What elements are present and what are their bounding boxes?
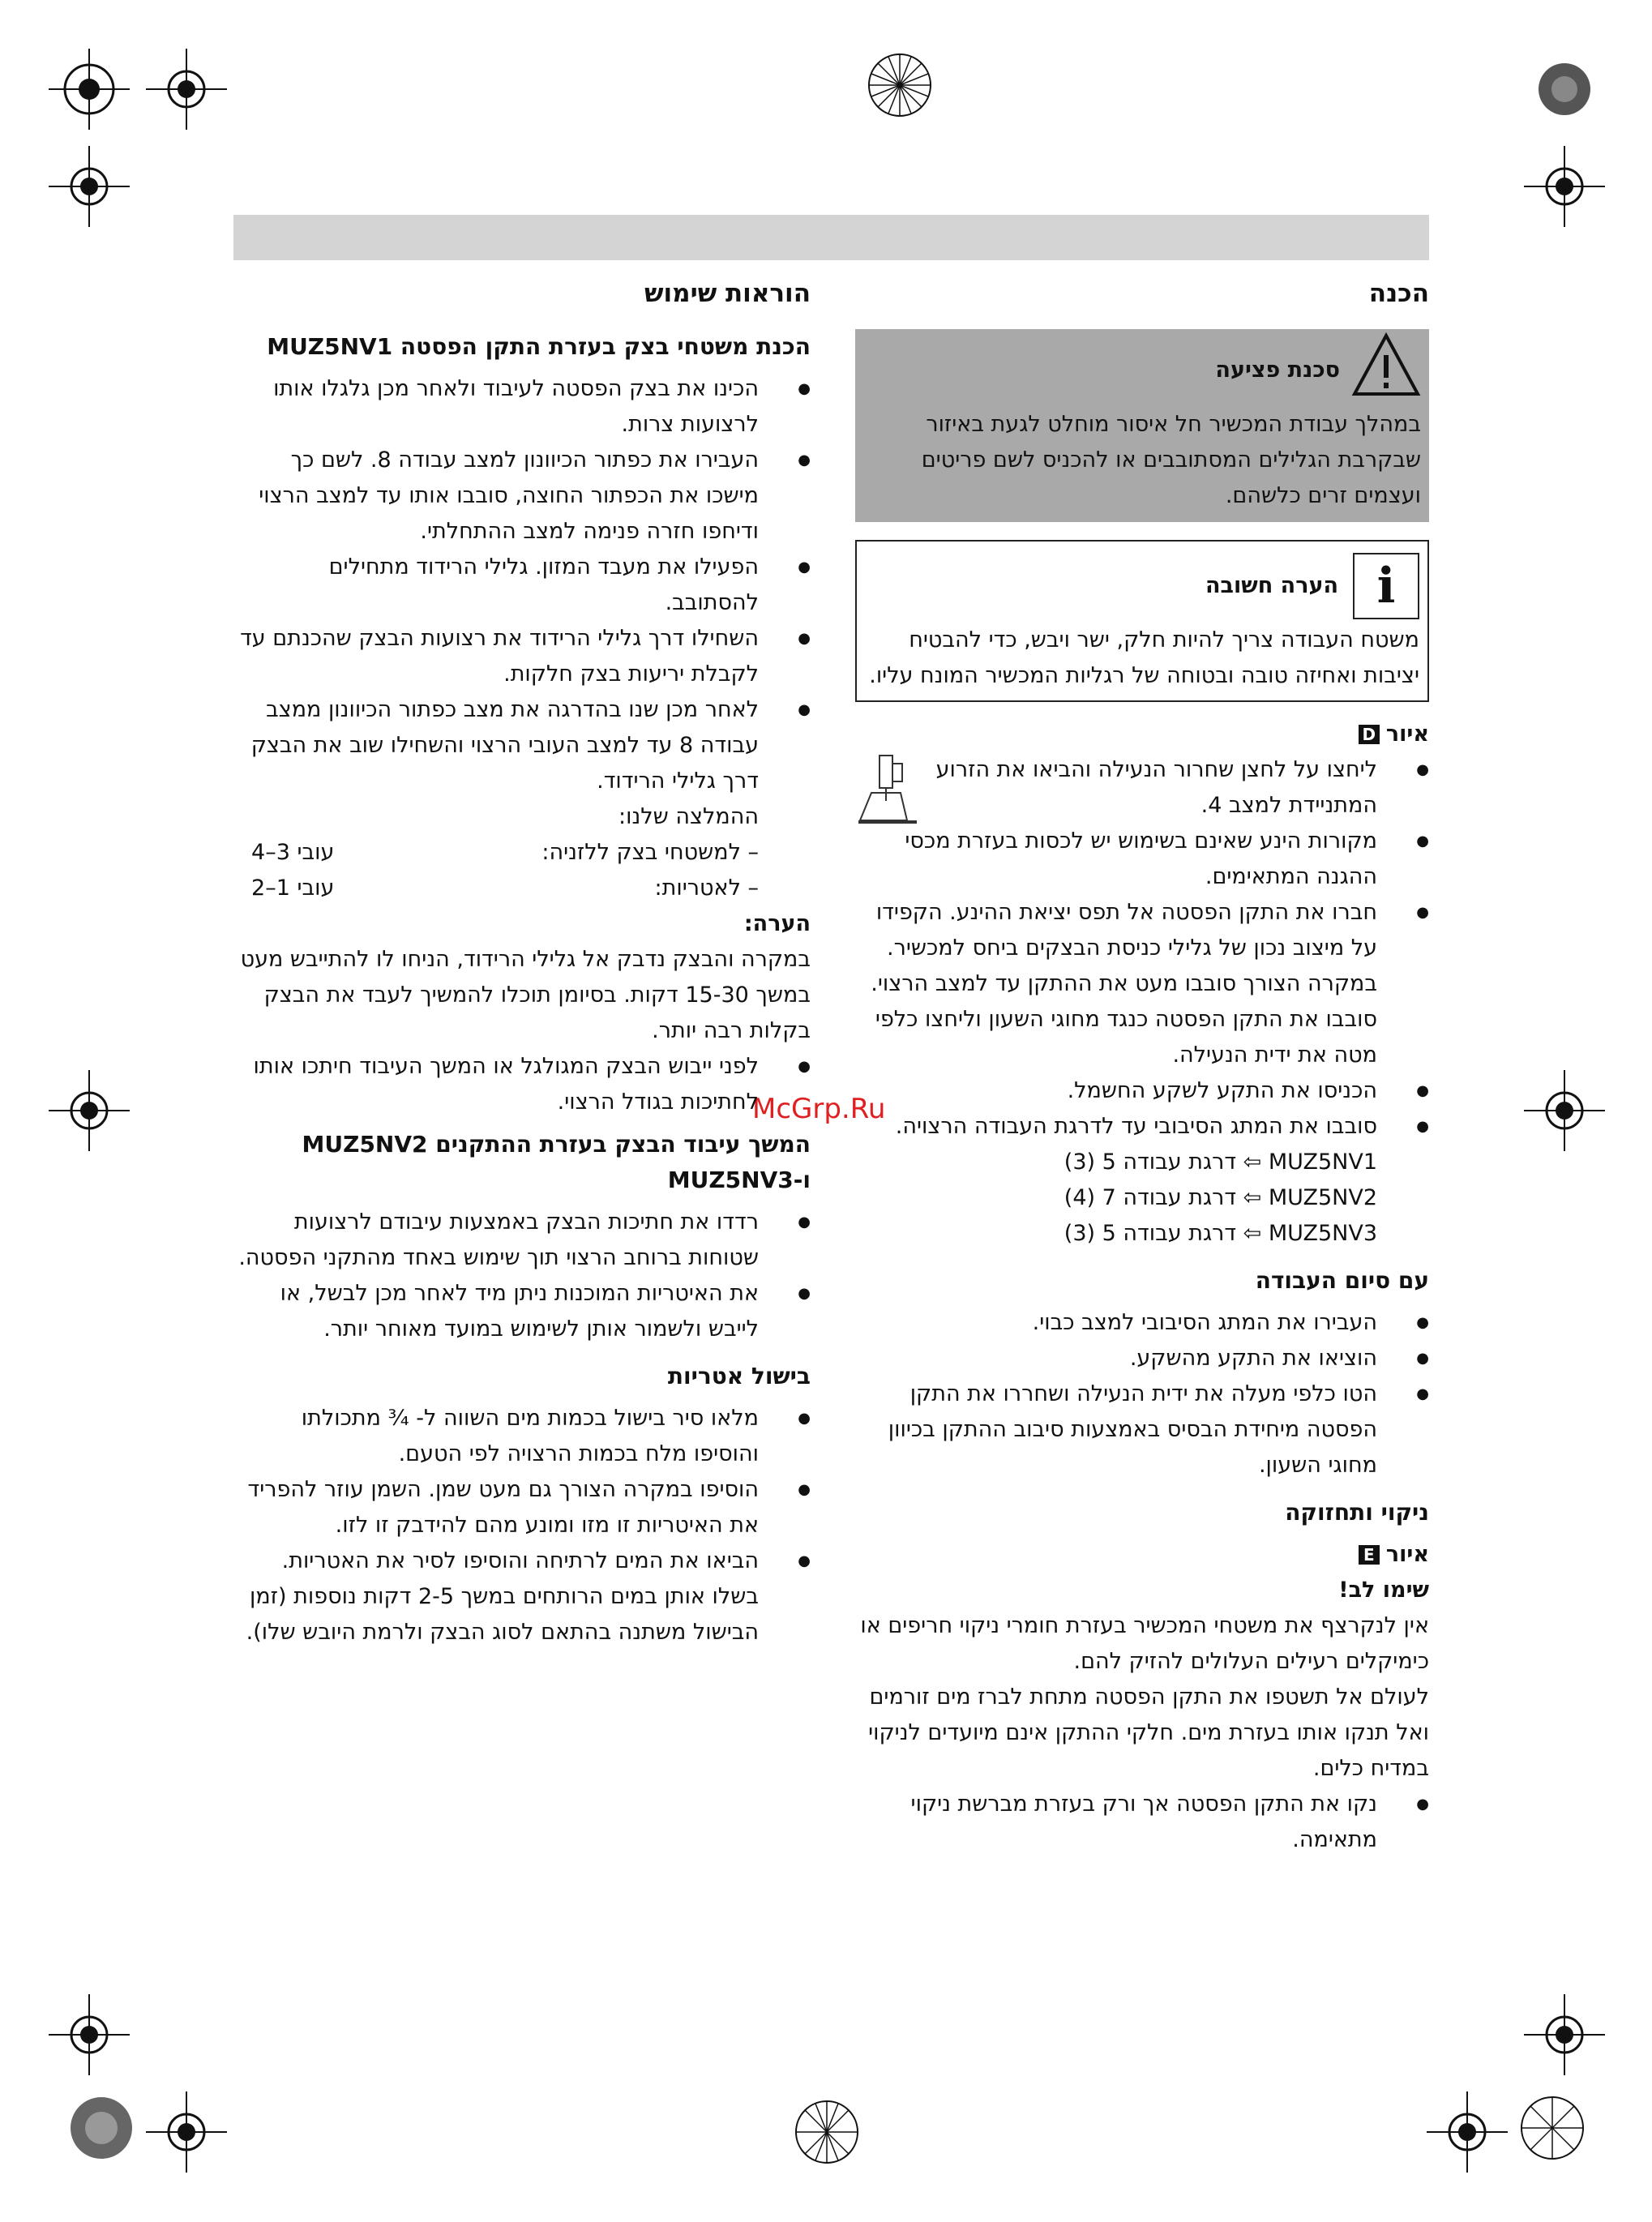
section-heading-end-of-work: עם סיום העבודה: [1255, 1267, 1429, 1294]
registration-mark-top-left-outer: [49, 146, 130, 227]
warning-triangle-icon: [1351, 332, 1421, 409]
subheading-cooking: בישול אטריות: [667, 1363, 811, 1389]
registration-mark-bottom-left-2: [146, 2091, 227, 2173]
model-name: MUZ5NV2: [1268, 1185, 1377, 1210]
registration-mark-bottom-right-2: [1427, 2091, 1508, 2173]
starburst-mark-top-right: [859, 45, 940, 126]
note-title: הערה:: [743, 911, 811, 936]
list-item: ● נקו את התקן הפסטה אך ורק בעזרת מברשת ניקוי מתאימה.: [855, 1787, 1429, 1858]
list-item: ● הכינו את בצק הפסטה לעיבוד ולאחר מכן גלגלו אותו לרצועות צרות.: [235, 371, 811, 443]
list-item: ● הכניסו את התקע לשקע החשמל.: [855, 1073, 1429, 1109]
registration-mark-top-left: [49, 49, 130, 130]
subheading-muz5nv2: המשך עיבוד הבצק בעזרת ההתקנים MUZ5NV2: [302, 1131, 811, 1158]
info-box: [855, 540, 1429, 702]
info-icon: i: [1353, 553, 1419, 619]
right-column: [855, 276, 1429, 1858]
watermark: McGrp.Ru: [752, 1093, 886, 1125]
section-heading-usage: הוראות שימוש: [644, 279, 811, 308]
model-row: [855, 1216, 1429, 1252]
recommend-value: עובי 3–4: [251, 840, 335, 865]
model-speed-list: [855, 1145, 1429, 1252]
usage-list-3: [235, 1401, 811, 1650]
note-text: במקרה והבצק נדבק אל גלילי הרידוד, הניחו לו להתייבש מעט במשך 15-30 דקות. בסיומן תוכלו להמשיך לעבד את הבצק בקלות רבה יותר.: [240, 947, 811, 1043]
list-item: ● הוסיפו במקרה הצורך גם מעט שמן. השמן עוזר להפריד את האיטריות זו מזו ומונע מהם להידבק זו לזו.: [235, 1472, 811, 1543]
figure-label: איור: [1385, 721, 1429, 747]
prep-list-2: [855, 1073, 1429, 1145]
figure-label: איור: [1385, 1542, 1429, 1567]
registration-mark-right-mid: [1524, 1070, 1605, 1151]
model-speed: דרגת עבודה 7 (4): [1064, 1185, 1237, 1210]
list-item: ● לאחר מכן שנו בהדרגה את מצב כפתור הכיוונון ממצב עבודה 8 עד למצב העובי הרצוי והשחילו שוב את הבצק דרך גלילי הרידוד.: [235, 692, 811, 799]
list-item: ● חברו את התקן הפסטה אל תפס יציאת ההינע. הקפידו על מיצוב נכון של גלילי כניסת הבצקים ביחס למכשיר. במקרה הצורך סובבו מעט את ההתקן עד למצב הרצוי.: [855, 895, 1429, 1002]
list-item: ● לפני ייבוש הבצק המגולגל או המשך העיבוד חיתכו אותו לחתיכות בגודל הרצוי.: [235, 1049, 811, 1120]
model-speed: דרגת עבודה 5 (3): [1064, 1150, 1237, 1175]
section-heading-preparation: הכנה: [1368, 279, 1429, 308]
registration-mark-top-center: [146, 49, 227, 130]
recommend-label: – למשטחי בצק ללזניה:: [541, 840, 759, 865]
subheading-muz5nv3: ו-MUZ5NV3: [667, 1167, 811, 1193]
warning-title: סכנת פציעה: [1215, 357, 1340, 383]
info-title: הערה חשובה: [1205, 573, 1338, 598]
model-speed: דרגת עבודה 5 (3): [1064, 1221, 1237, 1246]
registration-mark-left-mid: [49, 1070, 130, 1151]
list-item: ● רדדו את חתיכות הבצק באמצעות עיבודם לרצועות שטוחות ברוחב הרצוי תוך שימוש באחד מהתקני הפסטה.: [235, 1205, 811, 1276]
list-item: ● את האיטריות המוכנות ניתן מיד לאחר מכן לבשל, או לייבש ולשמור אותן לשימוש במועד מאוחר יותר.: [235, 1276, 811, 1347]
arrow-icon: ⇦: [1243, 1221, 1262, 1246]
recommend-row: [235, 871, 811, 906]
model-row: [855, 1180, 1429, 1216]
arrow-icon: ⇦: [1243, 1150, 1262, 1175]
list-item: ● העבירו את המתג הסיבובי למצב כבוי.: [855, 1305, 1429, 1341]
usage-list-2: [235, 1205, 811, 1347]
list-item: ● סובבו את המתג הסיבובי עד לדרגת העבודה הרצויה.: [855, 1109, 1429, 1145]
info-text: משטח העבודה צריך להיות חלק, ישר ויבש, כדי להבטיח יציבות ואחיזה טובה ובטוחה של רגליות המכשיר המונח עליו.: [869, 627, 1419, 688]
registration-mark-right-top: [1524, 49, 1605, 130]
registration-mark-bottom-right: [1524, 1994, 1605, 2075]
starburst-mark-bottom-center: [786, 2091, 867, 2173]
recommend-title: ההמלצה שלנו:: [618, 804, 759, 829]
list-item: ● מקורות הינע שאינם בשימוש יש לכסות בעזרת מכסי ההגנה המתאימים.: [855, 824, 1429, 895]
model-name: MUZ5NV1: [1268, 1150, 1377, 1175]
figure-e-reference: [855, 1537, 1429, 1573]
prep-list: [855, 752, 1429, 1002]
list-item: ● הוציאו את התקע מהשקע.: [855, 1341, 1429, 1376]
section-heading-cleaning: ניקוי ותחזוקה: [1285, 1499, 1429, 1526]
figure-d-reference: [855, 717, 1429, 752]
subheading-muz5nv1: הכנת משטחי בצק בעזרת התקן הפסטה MUZ5NV1: [267, 333, 811, 360]
warning-box: [855, 329, 1429, 522]
list-item: ● ליחצו על לחצן שחרור הנעילה והביאו את הזרוע המתניידת למצב 4.: [855, 752, 1429, 824]
recommend-row: [235, 835, 811, 871]
arrow-icon: ⇦: [1243, 1185, 1262, 1210]
list-item: ● השחילו דרך גלילי הרידוד את רצועות הבצק שהכנתם עד לקבלת יריעות בצק חלקות.: [235, 621, 811, 692]
list-item: ● מלאו סיר בישול בכמות מים השווה ל- ¾ מתכולתו והוסיפו מלח בכמות הרצויה לפי הטעם.: [235, 1401, 811, 1472]
starburst-mark-bottom-left: [61, 2087, 142, 2168]
model-row: [855, 1145, 1429, 1180]
recommend-value: עובי 1–2: [251, 876, 335, 901]
usage-list-1b: [235, 1049, 811, 1120]
figure-letter-d: D: [1359, 725, 1380, 744]
end-list: [855, 1305, 1429, 1483]
list-item: ● העבירו את כפתור הכיוונון למצב עבודה 8. לשם כך מישכו את הכפתור החוצה, סובבו אותו עד למצב הרצוי ודיחפו חזרה פנימה למצב ההתחלתי.: [235, 443, 811, 550]
model-name: MUZ5NV3: [1268, 1221, 1377, 1246]
list-item: ● הביאו את המים לרתיחה והוסיפו לסיר את האטריות. בשלו אותן במים הרותחים במשך 2-5 דקות נוספות (זמן הבישול משתנה בהתאם לסוג הבצק ולרמת היובש שלו).: [235, 1543, 811, 1650]
info-header: [863, 550, 1419, 623]
header-bar: [233, 215, 1429, 260]
list-item: ● הטו כלפי מעלה את ידית הנעילה ושחררו את התקן הפסטה מיחידת הבסיס באמצעות סיבוב ההתקן בכיוון מחוגי השעון.: [855, 1376, 1429, 1483]
list-item: ● הפעילו את מעבד המזון. גלילי הרידוד מתחילים להסתובב.: [235, 550, 811, 621]
warning-text: במהלך עבודת המכשיר חל איסור מוחלט לגעת באיזור שבקרבת הגלילים המסתובבים או להכניס לשם פריטים ועצמים זרים כלשהם.: [921, 412, 1421, 508]
clean-list: [855, 1787, 1429, 1858]
left-column: [235, 276, 811, 1650]
usage-list-1: [235, 371, 811, 799]
registration-mark-bottom-left: [49, 1994, 130, 2075]
starburst-mark-bottom-right: [1512, 2087, 1593, 2168]
attention-text-2: לעולם אל תשטפו את התקן הפסטה מתחת לברז מים זורמים ואל תנקו אותו בעזרת מים. חלקי ההתקן אינם מיועדים לניקוי במדיח כלים.: [868, 1685, 1429, 1781]
warning-header: [865, 334, 1421, 407]
figure-letter-e: E: [1359, 1545, 1380, 1565]
prep-continuation: סובבו את התקן הפסטה כנגד מחוגי השעון וליחצו כלפי מטה את ידית הנעילה.: [875, 1007, 1377, 1068]
attention-title: שימו לב!: [1338, 1578, 1429, 1603]
registration-mark-right-upper: [1524, 146, 1605, 227]
recommend-label: – לאטריות:: [654, 876, 759, 901]
attention-text-1: אין לנקרצף את משטחי המכשיר בעזרת חומרי ניקוי חריפים או כימיקלים רעילים העלולים להזיק להם.: [860, 1613, 1429, 1674]
